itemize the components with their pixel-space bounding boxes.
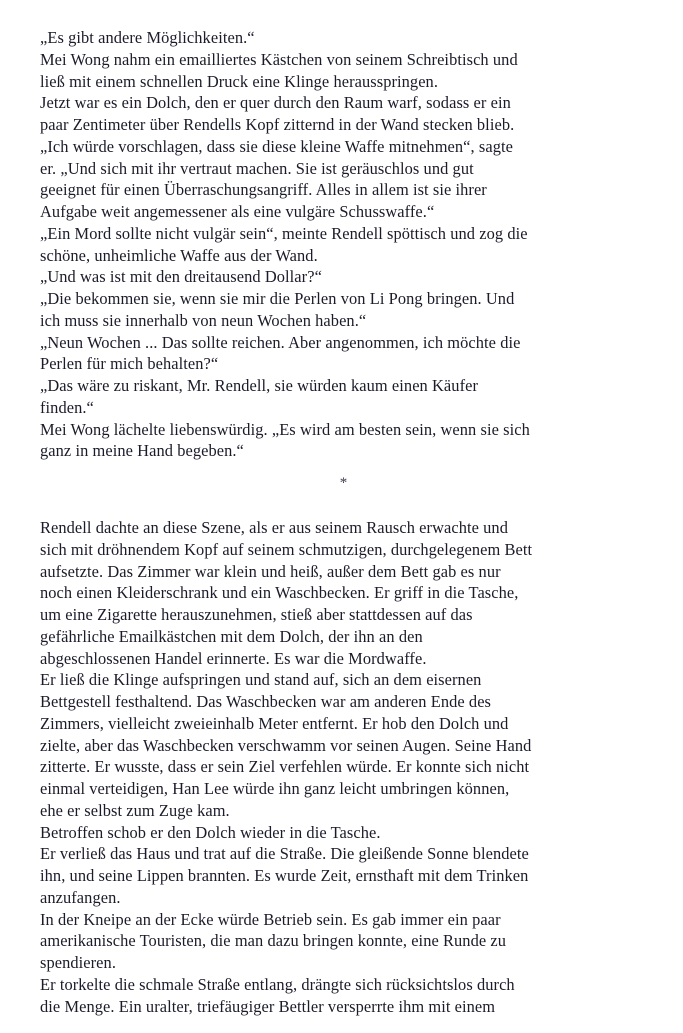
body-text-line: anzufangen. [40, 887, 121, 907]
body-text-line: abgeschlossenen Handel erinnerte. Es war die Mordwaffe. [40, 648, 427, 668]
body-text-line: „Ein Mord sollte nicht vulgär sein“, meinte Rendell spöttisch und zog die [40, 223, 528, 243]
body-text-line: er. „Und sich mit ihr vertraut machen. Sie ist geräuschlos und gut [40, 158, 474, 178]
paragraph-group-two [40, 517, 648, 1017]
body-text-line: ganz in meine Hand begeben.“ [40, 441, 244, 461]
body-text-line: zitterte. Er wusste, dass er sein Ziel verfehlen würde. Er konnte sich nicht [40, 757, 530, 777]
body-text-line: Mei Wong lächelte liebenswürdig. „Es wird am besten sein, wenn sie sich [40, 419, 530, 439]
body-text-line: „Und was ist mit den dreitausend Dollar?“ [40, 267, 322, 287]
body-text-line: Aufgabe weit angemessener als eine vulgäre Schusswaffe.“ [40, 202, 435, 221]
body-text-line: noch einen Kleiderschrank und ein Waschbecken. Er griff in die Tasche, [40, 583, 519, 603]
body-text-line: „Ich würde vorschlagen, dass sie diese kleine Waffe mitnehmen“, sagte [40, 136, 513, 156]
body-text-line: zielte, aber das Waschbecken verschwamm vor seinen Augen. Seine Hand [40, 735, 532, 755]
body-text-line: schöne, unheimliche Waffe aus der Wand. [40, 245, 318, 265]
body-text-line: ihn, und seine Lippen brannten. Es wurde Zeit, ernsthaft mit dem Trinken [40, 866, 529, 885]
paragraph-group-one [40, 27, 648, 462]
body-text-line: finden.“ [40, 397, 94, 417]
asterisk-glyph: * [339, 475, 348, 491]
body-text-line: Zimmers, vielleicht zweieinhalb Meter entfernt. Er hob den Dolch und [40, 713, 509, 733]
body-text-line: Bettgestell festhaltend. Das Waschbecken war am anderen Ende des [40, 692, 492, 711]
body-text-line: Jetzt war es ein Dolch, den er quer durch den Raum warf, sodass er ein [40, 93, 511, 113]
body-text-line: aufsetzte. Das Zimmer war klein und heiß, außer dem Bett gab es nur [40, 561, 501, 581]
section-separator [0, 474, 683, 492]
body-text-line: „Das wäre zu riskant, Mr. Rendell, sie würden kaum einen Käufer [40, 376, 479, 395]
body-text-line: einmal verteidigen, Han Lee würde ihn ganz leicht umbringen können, [40, 779, 510, 798]
body-text-line: um eine Zigarette herauszunehmen, stieß aber stattdessen auf das [40, 605, 473, 624]
body-text-line: In der Kneipe an der Ecke würde Betrieb sein. Es gab immer ein paar [40, 909, 501, 929]
body-text-line: „Die bekommen sie, wenn sie mir die Perlen von Li Pong bringen. Und [40, 289, 515, 308]
body-text-line: amerikanische Touristen, die man dazu bringen konnte, eine Runde zu [40, 931, 507, 951]
body-text-line: ich muss sie innerhalb von neun Wochen haben.“ [40, 310, 367, 330]
body-text-line: paar Zentimeter über Rendells Kopf zitternd in der Wand stecken blieb. [40, 115, 515, 134]
body-text-line: Er ließ die Klinge aufspringen und stand auf, sich an dem eisernen [40, 670, 482, 690]
body-text-line: geeignet für einen Überraschungsangriff. Alles in allem ist sie ihrer [40, 180, 487, 200]
body-text-line: Er verließ das Haus und trat auf die Straße. Die gleißende Sonne blendete [40, 844, 529, 864]
body-text-line: „Neun Wochen ... Das sollte reichen. Aber angenommen, ich möchte die [40, 332, 521, 352]
body-text-line: Perlen für mich behalten?“ [40, 354, 219, 374]
body-text-line: die Menge. Ein uralter, triefäugiger Bettler versperrte ihm mit einem [40, 996, 496, 1016]
body-text-line: Rendell dachte an diese Szene, als er aus seinem Rausch erwachte und [40, 518, 508, 537]
body-text-line: gefährliche Emailkästchen mit dem Dolch, der ihn an den [40, 626, 423, 646]
body-text-line: Er torkelte die schmale Straße entlang, drängte sich rücksichtslos durch [40, 974, 515, 994]
body-text-line: Mei Wong nahm ein emailliertes Kästchen von seinem Schreibtisch und [40, 49, 518, 69]
body-text-line: „Es gibt andere Möglichkeiten.“ [40, 28, 255, 47]
body-text-line: ehe er selbst zum Zuge kam. [40, 800, 230, 820]
body-text-line: spendieren. [40, 953, 116, 972]
text-block-one [40, 27, 648, 462]
body-text-line: Betroffen schob er den Dolch wieder in die Tasche. [40, 822, 381, 842]
body-text-line: ließ mit einem schnellen Druck eine Klinge herausspringen. [40, 71, 439, 91]
text-block-two [40, 517, 648, 1017]
body-text-line: sich mit dröhnendem Kopf auf seinem schmutzigen, durchgelegenem Bett [40, 539, 533, 559]
